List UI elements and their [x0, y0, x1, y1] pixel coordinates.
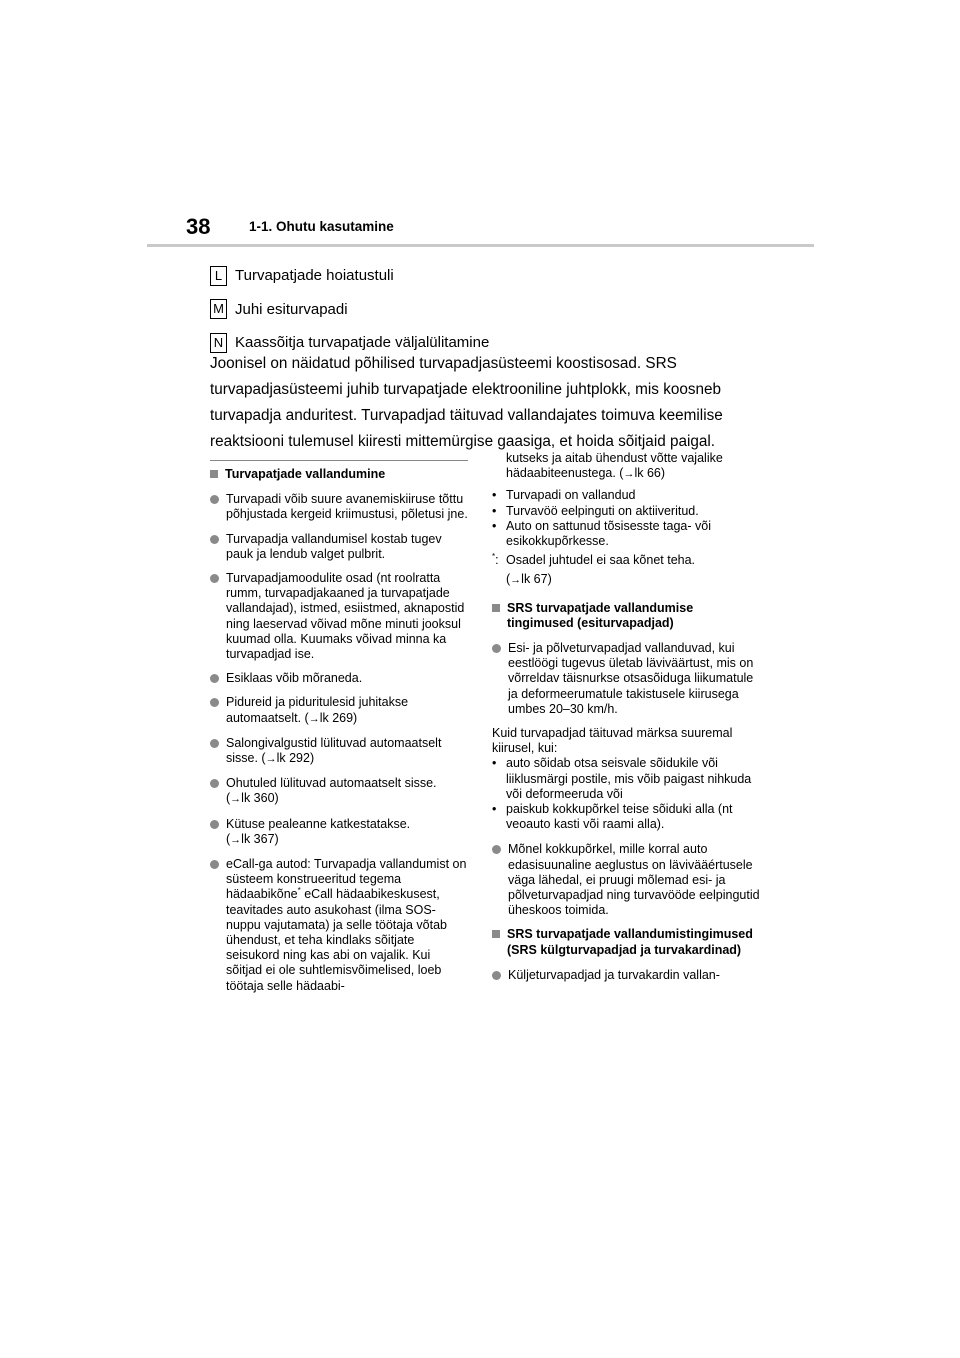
page-reference[interactable]: lk 269): [319, 710, 358, 725]
heading-text: Turvapatjade vallandumine: [225, 467, 386, 481]
list-item-text: auto sõidab otsa seisvale sõidukile või liiklusmärgi postile, mis võib paigast nihkuda või deformeeruda või: [506, 756, 752, 801]
list-item-text: Küljeturvapadjad ja turvakardin vallan-: [508, 967, 720, 982]
list-item: [492, 519, 760, 549]
continued-text: kutseks ja aitab ühendust võtte vajalike hädaabiteenustega. (→lk 66): [506, 451, 723, 481]
left-column: [210, 460, 468, 1003]
legend-key-n: N: [210, 333, 227, 353]
list-item: [210, 671, 468, 686]
bullet-icon: •: [492, 802, 497, 817]
list-item-text: Pidureid ja piduritulesid juhitakse automaatselt. (→lk 269): [226, 695, 409, 725]
footnote-marker: *: [297, 886, 301, 896]
list-item-text: Turvapadjamoodulite osad (nt roolratta rumm, turvapadjakaaned ja turvapatjade vallandajad), istmed, esiistmed, aknapostid ning laeservad võivad mõne minuti jooksul kuumad olla. Kuumaks võivad minna ka turvapadjad ise.: [226, 571, 465, 662]
list-item: [492, 641, 760, 717]
list-item: [492, 802, 760, 832]
list-item: [492, 488, 760, 503]
heading-text: SRS turvapatjade vallandumise tingimused (esiturvapadjad): [507, 600, 694, 630]
footnote-reference: (→lk 67): [506, 572, 552, 587]
bullet-icon: [210, 535, 219, 544]
list-item: [492, 968, 760, 983]
legend-item-m: [210, 293, 770, 327]
arrow-right-icon: →: [308, 712, 320, 725]
legend-label-m: Juhi esiturvapadi: [235, 300, 348, 318]
heading-text: SRS turvapatjade vallandumistingimused (SRS külgturvapadjad ja turvakardinad): [507, 927, 753, 957]
right-column: [492, 451, 760, 992]
legend-key-l: L: [210, 266, 227, 286]
list-item: [210, 571, 468, 662]
bullet-icon: •: [492, 518, 497, 533]
list-item: [492, 756, 760, 802]
section-title: 1-1. Ohutu kasutamine: [249, 219, 394, 234]
list-item: [210, 532, 468, 562]
bullet-icon: [210, 698, 219, 707]
header-rule: [147, 244, 814, 247]
arrow-right-icon: →: [230, 793, 242, 806]
list-item-text: Turvavöö eelpinguti on aktiiveritud.: [506, 503, 699, 518]
list-item: [210, 492, 468, 522]
square-bullet-icon: [210, 470, 218, 478]
list-item: [210, 736, 468, 767]
list-item: [210, 857, 468, 994]
page-reference[interactable]: lk 367): [241, 831, 279, 846]
heading-side-airbag-conditions: [492, 927, 760, 957]
list-item-text: Turvapadi võib suure avanemiskiiruse tõttu põhjustada kergeid kriimustusi, põletusi jne.: [226, 492, 468, 522]
intro-paragraph: Joonisel on näidatud põhilised turvapadjasüsteemi koostisosad. SRS turvapadjasüsteemi juhib turvapatjade elektrooniline juhtplokk, mis koosneb turvapadja anduritest. Turvapadjad täituvad vallandajates toimuva keemilise reaktsiooni tulemusel kiiresti mittemürgise gaasiga, et hoida sõitjaid paigal.: [210, 355, 723, 450]
figure-legend: [210, 259, 770, 360]
heading-airbag-deployment: [210, 467, 468, 482]
square-bullet-icon: [492, 604, 500, 612]
list-item-text: Ohutuled lülituvad automaatselt sisse. (→lk 360): [226, 776, 437, 806]
page-reference[interactable]: lk 67): [521, 572, 552, 587]
bullet-icon: •: [492, 756, 497, 771]
list-item: [210, 695, 468, 726]
bullet-icon: •: [492, 503, 497, 518]
square-bullet-icon: [492, 930, 500, 938]
page-reference[interactable]: lk 360): [241, 791, 279, 806]
bullet-icon: [210, 779, 219, 788]
bullet-icon: [492, 971, 501, 980]
footnote: [492, 553, 760, 568]
bullet-icon: [210, 674, 219, 683]
bullet-icon: [210, 739, 219, 748]
footnote-marker: *:: [492, 552, 499, 568]
heading-front-airbag-conditions: [492, 601, 760, 631]
page-reference[interactable]: lk 292): [276, 751, 315, 766]
list-item: [492, 842, 760, 918]
bullet-icon: [210, 495, 219, 504]
legend-label-n: Kaassõitja turvapatjade väljalülitamine: [235, 334, 490, 352]
arrow-right-icon: →: [510, 574, 522, 587]
paragraph: Kuid turvapadjad täituvad märksa suuremal kiirusel, kui:: [492, 726, 733, 756]
arrow-right-icon: →: [623, 468, 635, 481]
bullet-icon: [210, 860, 219, 869]
footnote-text: Osadel juhtudel ei saa kõnet teha.: [506, 553, 696, 568]
list-item-text: Esiklaas võib mõraneda.: [226, 671, 363, 686]
list-item: [210, 776, 468, 807]
list-item-text: Kütuse pealeanne katkestatakse. (→lk 367): [226, 816, 411, 846]
list-item-text: Turvapadi on vallandud: [506, 488, 636, 503]
bullet-icon: [210, 574, 219, 583]
bullet-icon: [210, 820, 219, 829]
list-item-text: paiskub kokkupõrkel teise sõiduki alla (nt veoauto kasti või raami alla).: [506, 802, 733, 832]
page-reference[interactable]: lk 66): [634, 466, 666, 481]
legend-item-l: [210, 259, 770, 293]
bullet-icon: [492, 845, 501, 854]
list-item-text: Salongivalgustid lülituvad automaatselt sisse. (→lk 292): [226, 735, 442, 766]
list-item-text: Turvapadja vallandumisel kostab tugev pauk ja lendub valget pulbrit.: [226, 531, 442, 561]
legend-key-m: M: [210, 299, 227, 319]
column-rule: [210, 460, 468, 461]
list-item-text: Esi- ja põlveturvapadjad vallanduvad, kui eestlöögi tugevus ületab läviväärtust, mis on võrreldav täisnurkse otsasõiduga liikumatule ja deformeerumatule takistusele kiirusega umbes 20–30 km/h.: [508, 641, 754, 716]
list-item-text: eCall-ga autod: Turvapadja vallandumist on süsteem konstrueeritud tegema hädaabikõne* eCall hädaabikeskusest, teavitades auto asukohast (ilma SOS-nuppu vajutamata) ja selle töötaja võtab ühendust, et teha kindlaks sõitjate seisukord ning kas abi on vajalik. Kui sõitjad ei ole suhtlemisvõimelised, loeb töötaja selle hädaabi-: [226, 857, 467, 993]
list-item: [492, 504, 760, 519]
list-item: [210, 817, 468, 848]
bullet-icon: [492, 644, 501, 653]
page-number: 38: [186, 214, 211, 239]
legend-label-l: Turvapatjade hoiatustuli: [235, 267, 394, 285]
list-item-text: Auto on sattunud tõsisesste taga- või esikokkupõrkesse.: [506, 518, 711, 549]
arrow-right-icon: →: [230, 833, 242, 846]
list-item-text: Mõnel kokkupõrkel, mille korral auto edasisuunaline aeglustus on lävivääértusele väga lähedal, ei pruugi mõlemad esi- ja põlveturvapadjad ning turvavööde eelpingutid üheskoos toimida.: [508, 842, 760, 918]
bullet-icon: •: [492, 488, 497, 503]
arrow-right-icon: →: [265, 753, 277, 766]
